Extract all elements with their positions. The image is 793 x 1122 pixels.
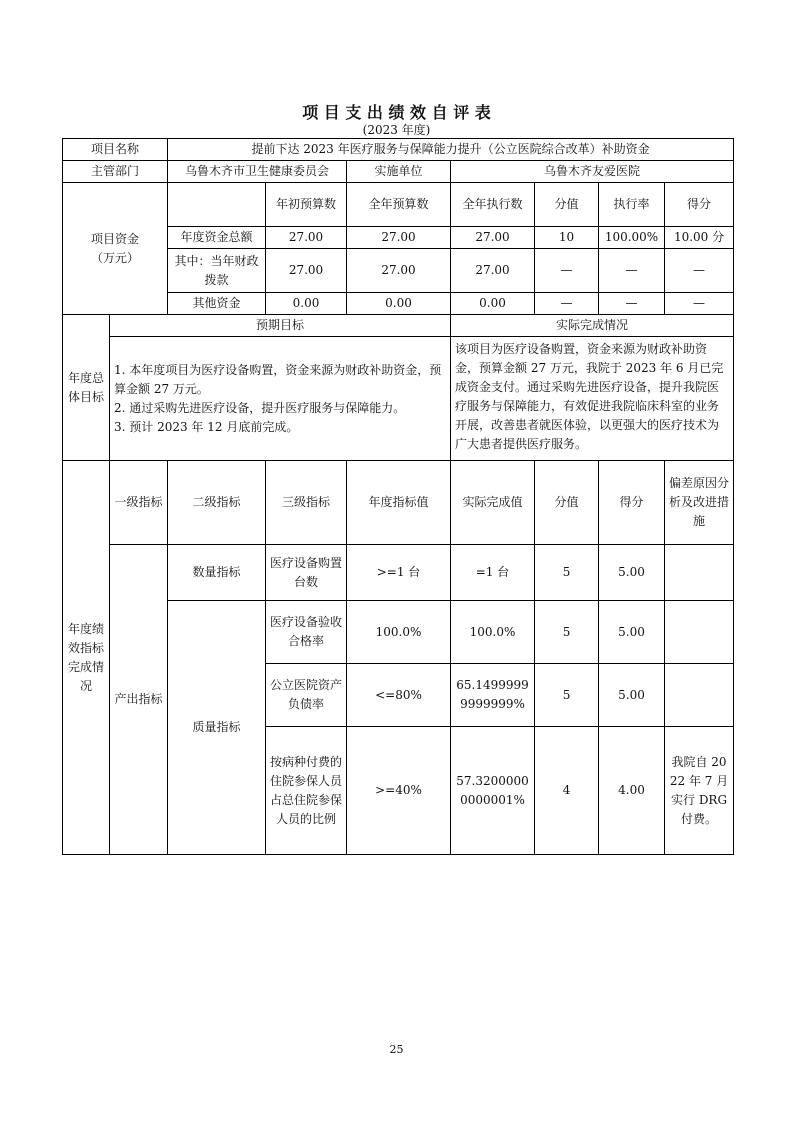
page-number: 25 bbox=[389, 1043, 404, 1056]
funds-cell: — bbox=[665, 249, 734, 293]
project-name-label: 项目名称 bbox=[63, 139, 168, 161]
page-subtitle: (2023 年度) bbox=[362, 123, 431, 137]
funds-cell: — bbox=[599, 293, 665, 315]
indicator-target: <=80% bbox=[347, 664, 451, 727]
impl-value: 乌鲁木齐友爱医院 bbox=[451, 161, 734, 183]
indicator-actual: 65.14999999999999% bbox=[451, 664, 535, 727]
funds-cell: 27.00 bbox=[451, 249, 535, 293]
funds-cell: 10.00 分 bbox=[665, 227, 734, 249]
page-title: 项 目 支 出 绩 效 自 评 表 bbox=[302, 103, 491, 122]
indicator-note bbox=[665, 545, 734, 601]
funds-cell: 27.00 bbox=[266, 227, 347, 249]
project-name: 提前下达 2023 年医疗服务与保障能力提升（公立医院综合改革）补助资金 bbox=[168, 139, 734, 161]
funds-header: 全年预算数 bbox=[347, 183, 451, 227]
goals-label: 年度总体目标 bbox=[63, 315, 110, 461]
indicator-header: 偏差原因分析及改进措施 bbox=[665, 461, 734, 545]
indicator-score: 5 bbox=[535, 545, 599, 601]
dept-label: 主管部门 bbox=[63, 161, 168, 183]
indicator-got: 4.00 bbox=[599, 727, 665, 855]
indicator-score: 5 bbox=[535, 601, 599, 664]
level2-quantity: 数量指标 bbox=[168, 545, 266, 601]
funds-row-label: 年度资金总额 bbox=[168, 227, 266, 249]
funds-row-label: 其他资金 bbox=[168, 293, 266, 315]
indicator-got: 5.00 bbox=[599, 664, 665, 727]
funds-cell: 0.00 bbox=[347, 293, 451, 315]
actual-completion-text: 该项目为医疗设备购置，资金来源为财政补助资金，预算金额 27 万元，我院于 2023 年 6 月已完成资金支付。通过采购先进医疗设备，提升我院医疗服务与保障能力，有效促进我院临床科室的业务开展，改善患者就医体验，以更强大的医疗技术为广大患者提供医疗服务。 bbox=[451, 337, 734, 461]
funds-header: 年初预算数 bbox=[266, 183, 347, 227]
funds-cell: — bbox=[599, 249, 665, 293]
indicator-note bbox=[665, 664, 734, 727]
indicator-name: 医疗设备购置台数 bbox=[266, 545, 347, 601]
funds-cell: — bbox=[665, 293, 734, 315]
indicator-target: >=40% bbox=[347, 727, 451, 855]
funds-cell: 27.00 bbox=[347, 249, 451, 293]
funds-cell: 10 bbox=[535, 227, 599, 249]
indicator-score: 4 bbox=[535, 727, 599, 855]
indicator-header: 分值 bbox=[535, 461, 599, 545]
funds-label: 项目资金 （万元） bbox=[63, 183, 168, 315]
indicator-note bbox=[665, 601, 734, 664]
indicator-header: 二级指标 bbox=[168, 461, 266, 545]
funds-cell: 27.00 bbox=[266, 249, 347, 293]
indicator-got: 5.00 bbox=[599, 601, 665, 664]
funds-header: 分值 bbox=[535, 183, 599, 227]
expected-goal-header: 预期目标 bbox=[110, 315, 451, 337]
funds-empty-header bbox=[168, 183, 266, 227]
indicator-name: 医疗设备验收合格率 bbox=[266, 601, 347, 664]
funds-row-label: 其中：当年财政拨款 bbox=[168, 249, 266, 293]
indicator-name: 按病种付费的住院参保人员占总住院参保人员的比例 bbox=[266, 727, 347, 855]
indicator-score: 5 bbox=[535, 664, 599, 727]
funds-cell: — bbox=[535, 249, 599, 293]
indicator-got: 5.00 bbox=[599, 545, 665, 601]
actual-completion-header: 实际完成情况 bbox=[451, 315, 734, 337]
funds-cell: 0.00 bbox=[266, 293, 347, 315]
indicator-actual: =1 台 bbox=[451, 545, 535, 601]
funds-cell: 100.00% bbox=[599, 227, 665, 249]
funds-cell: — bbox=[535, 293, 599, 315]
funds-header: 全年执行数 bbox=[451, 183, 535, 227]
funds-header: 执行率 bbox=[599, 183, 665, 227]
indicator-target: >=1 台 bbox=[347, 545, 451, 601]
funds-header: 得分 bbox=[665, 183, 734, 227]
self-evaluation-table bbox=[62, 138, 734, 855]
level1-indicator: 产出指标 bbox=[110, 545, 168, 855]
indicator-actual: 57.32000000000001% bbox=[451, 727, 535, 855]
impl-label: 实施单位 bbox=[347, 161, 451, 183]
indicator-header: 一级指标 bbox=[110, 461, 168, 545]
dept-value: 乌鲁木齐市卫生健康委员会 bbox=[168, 161, 347, 183]
indicator-header: 实际完成值 bbox=[451, 461, 535, 545]
indicator-header: 年度指标值 bbox=[347, 461, 451, 545]
funds-cell: 27.00 bbox=[347, 227, 451, 249]
indicator-target: 100.0% bbox=[347, 601, 451, 664]
indicator-name: 公立医院资产负债率 bbox=[266, 664, 347, 727]
funds-cell: 0.00 bbox=[451, 293, 535, 315]
funds-cell: 27.00 bbox=[451, 227, 535, 249]
indicator-actual: 100.0% bbox=[451, 601, 535, 664]
expected-goal-text: 1. 本年度项目为医疗设备购置，资金来源为财政补助资金，预算金额 27 万元。 2. 通过采购先进医疗设备，提升医疗服务与保障能力。 3. 预计 2023 年 12 月底前完成。 bbox=[110, 337, 451, 461]
indicator-note: 我院自 2022 年 7 月实行 DRG 付费。 bbox=[665, 727, 734, 855]
level2-quality: 质量指标 bbox=[168, 601, 266, 855]
indicators-section-label: 年度绩效指标完成情况 bbox=[63, 461, 110, 855]
indicator-header: 三级指标 bbox=[266, 461, 347, 545]
indicator-header: 得分 bbox=[599, 461, 665, 545]
